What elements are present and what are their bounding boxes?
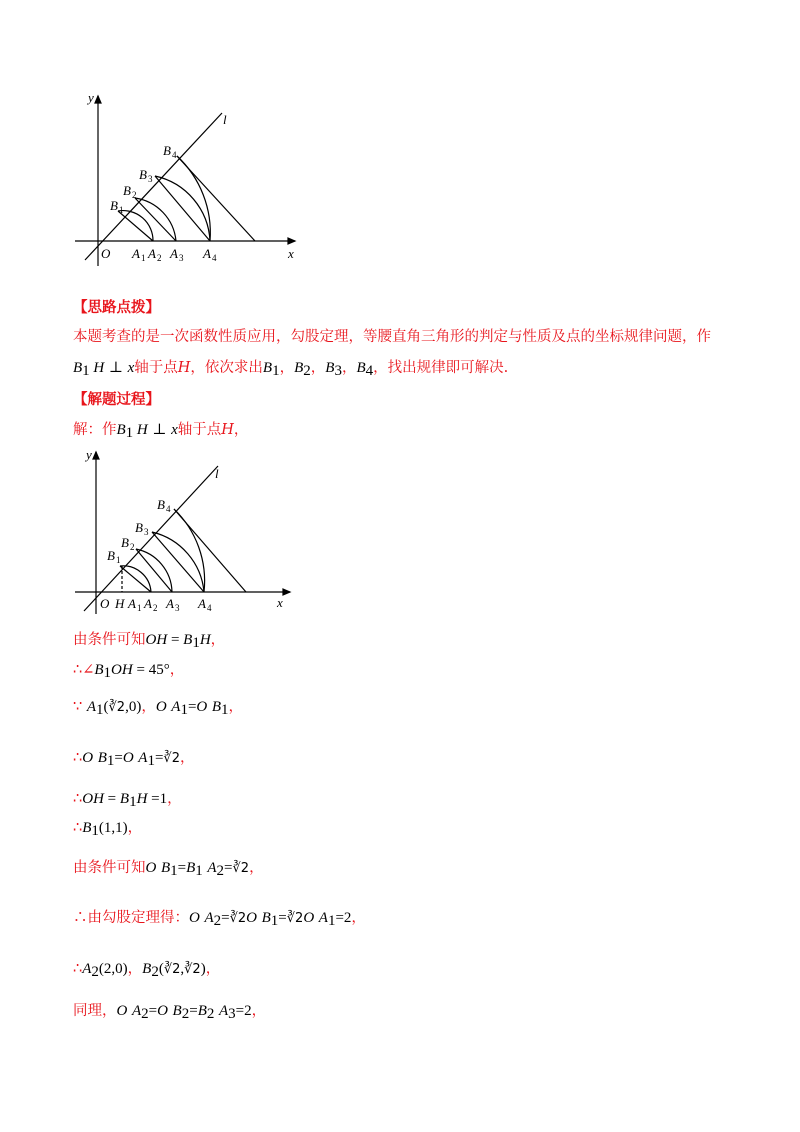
fig2-label-a2: A xyxy=(144,596,152,611)
fig2-label-b3: B xyxy=(135,520,143,535)
hint-line-1: 本题考查的是一次函数性质应用，勾股定理，等腰直角三角形的判定与性质及点的坐标规律问题，作 xyxy=(73,329,711,345)
fig2-label-l: l xyxy=(215,466,219,481)
fig2-sub-b2: 2 xyxy=(130,542,135,552)
solution-step-7: $\therefore B_1(1,1)$， xyxy=(73,820,143,839)
fig1-label-b2: B xyxy=(123,183,131,198)
fig2-label-x: x xyxy=(277,595,283,610)
fig1-label-o: O xyxy=(101,246,111,261)
fig2-label-a3: A xyxy=(166,596,174,611)
figure-1 xyxy=(70,88,310,268)
fig2-sub-a3: 3 xyxy=(175,603,180,613)
fig2-sub-a4: 4 xyxy=(207,603,212,613)
fig1-sub-a2: 2 xyxy=(157,253,162,263)
solution-step-8: 由条件可知O $B_1=B_1$ $A_2=∛2$， xyxy=(73,860,264,879)
fig2-label-h: H xyxy=(115,596,125,611)
hint-line-2: $B_1$ H ⊥ x轴于点H，依次求出$B_1$，$B_2$，$B_3$，$B_4$，找出规律即可解决. xyxy=(73,360,509,379)
fig2-label-y: y xyxy=(86,447,92,462)
figure-2 xyxy=(70,446,310,618)
fig2-label-b1: B xyxy=(107,548,115,563)
fig1-label-a4: A xyxy=(203,246,211,261)
solution-step-1: 解：作$B_1$ H ⊥ x轴于点H， xyxy=(73,422,249,441)
fig1-label-b3: B xyxy=(139,167,147,182)
fig2-label-a1: A xyxy=(128,596,136,611)
fig1-sub-b4: 4 xyxy=(172,150,177,160)
fig2-sub-a1: 1 xyxy=(137,603,142,613)
hint-heading: 【思路点拨】 xyxy=(73,299,160,316)
fig1-label-y: y xyxy=(88,90,94,105)
fig1-sub-a4: 4 xyxy=(212,253,217,263)
fig1-label-b4: B xyxy=(163,143,171,158)
fig2-sub-b3: 3 xyxy=(144,527,149,537)
fig1-sub-b2: 2 xyxy=(132,190,137,200)
fig1-sub-b3: 3 xyxy=(148,174,153,184)
fig1-sub-a3: 3 xyxy=(179,253,184,263)
fig1-label-x: x xyxy=(288,246,294,261)
solution-step-10: $\therefore A_2(2,0)$，$B_2(∛2,∛2)$， xyxy=(73,961,221,980)
solution-heading: 【解题过程】 xyxy=(73,391,160,408)
solution-step-9: ∴由勾股定理得：O $A_2=∛2O$ $B_1=∛2O$ $A_1=2$， xyxy=(73,910,366,929)
solution-step-4: ∵ $A_1(∛2,0)$，O $A_1=O$ $B_1$， xyxy=(73,699,244,718)
fig1-label-a1: A xyxy=(132,246,140,261)
fig2-label-o: O xyxy=(100,596,110,611)
fig2-label-b4: B xyxy=(157,497,165,512)
solution-step-3: $\therefore\angle B_1OH = 45^\circ$， xyxy=(73,662,185,681)
fig2-label-b2: B xyxy=(121,535,129,550)
fig2-sub-a2: 2 xyxy=(153,603,158,613)
fig1-sub-a1: 1 xyxy=(141,253,146,263)
fig1-label-b1: B xyxy=(110,198,118,213)
fig2-label-a4: A xyxy=(198,596,206,611)
fig1-label-a3: A xyxy=(170,246,178,261)
solution-step-5: ∴O $B_1=O$ $A_1=∛2$， xyxy=(73,750,195,769)
fig1-label-a2: A xyxy=(148,246,156,261)
solution-step-11: 同理，O $A_2=O$ $B_2=B_2$ $A_3=2$， xyxy=(73,1003,267,1022)
fig2-sub-b4: 4 xyxy=(166,504,171,514)
fig1-label-l: l xyxy=(223,112,227,127)
fig2-sub-b1: 1 xyxy=(116,555,121,565)
solution-step-2: 由条件可知OH = $B_1H$， xyxy=(73,632,226,651)
fig1-sub-b1: 1 xyxy=(119,205,124,215)
solution-step-6: ∴OH = $B_1H =1$， xyxy=(73,791,182,810)
